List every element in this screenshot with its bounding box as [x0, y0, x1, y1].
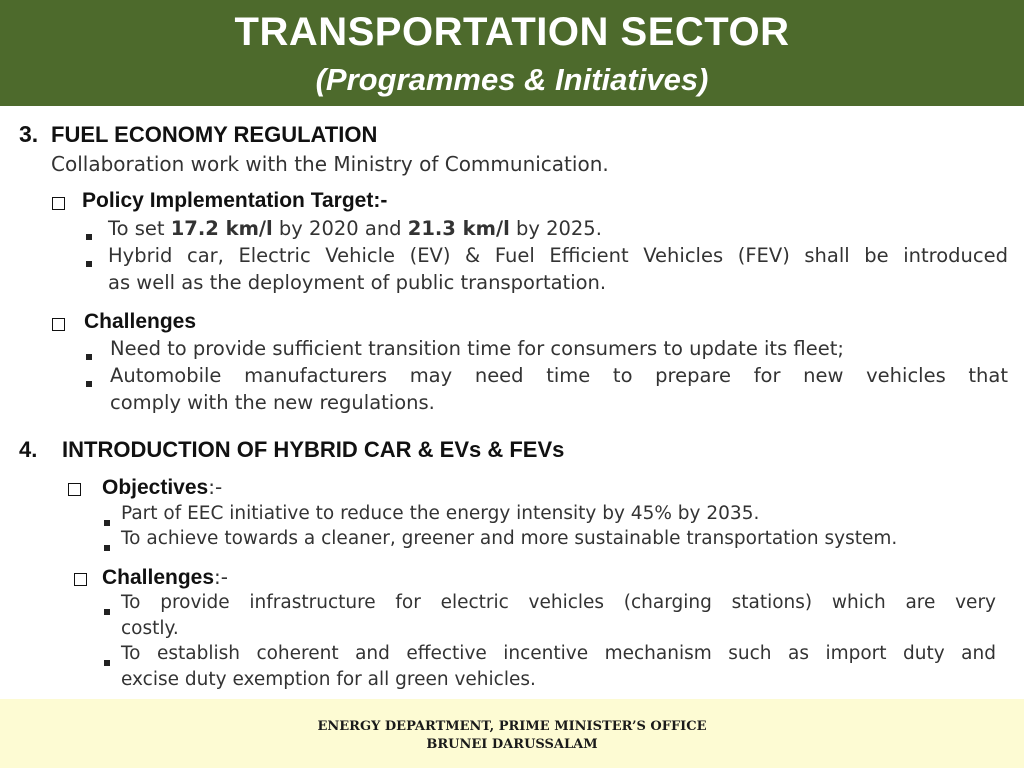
challenges-bullet-2-line-2: comply with the new regulations. — [110, 391, 435, 414]
section-3-title: FUEL ECONOMY REGULATION — [51, 122, 378, 147]
section-3-intro: Collaboration work with the Ministry of Communication. — [51, 152, 609, 176]
checkbox-icon — [52, 314, 65, 333]
footer-bar — [0, 699, 1024, 768]
bullet-square-icon — [86, 252, 92, 271]
section-4-challenges-bullet-1-line-2: costly. — [121, 618, 179, 639]
bullet-square-icon — [104, 536, 110, 555]
bullet-square-icon — [86, 345, 92, 364]
bullet-square-icon — [104, 600, 110, 619]
policy-bullet-2-line-2: as well as the deployment of public transportation. — [108, 271, 607, 294]
bullet-square-icon — [86, 225, 92, 244]
checkbox-icon — [68, 479, 81, 498]
objectives-bullet-2: To achieve towards a cleaner, greener and more sustainable transportation system. — [121, 528, 898, 549]
policy-bullet-1: To set 17.2 km/l by 2020 and 21.3 km/l by 2025. — [108, 217, 602, 240]
section-3-number: 3. — [19, 121, 39, 147]
bullet-square-icon — [104, 651, 110, 670]
header-banner — [0, 0, 1024, 106]
slide-subtitle: (Programmes & Initiatives) — [315, 62, 709, 97]
footer-line-1: ENERGY DEPARTMENT, PRIME MINISTER’S OFFICE — [317, 719, 707, 734]
footer-line-2: BRUNEI DARUSSALAM — [426, 737, 598, 752]
slide-title: TRANSPORTATION SECTOR — [234, 10, 790, 54]
section-4-challenges-bullet-2-line-2: excise duty exemption for all green vehicles. — [121, 669, 536, 690]
objectives-bullet-1: Part of EEC initiative to reduce the energy intensity by 45% by 2035. — [121, 503, 760, 524]
bullet-square-icon — [86, 372, 92, 391]
objectives-heading: Objectives:- — [102, 475, 223, 499]
section-4-challenges-bullet-1-line-1: To provide infrastructure for electric vehicles (charging stations) which are very — [121, 592, 996, 613]
section-4-number: 4. — [19, 437, 38, 462]
bullet-square-icon — [104, 511, 110, 530]
section-4-challenges-heading: Challenges:- — [102, 565, 229, 589]
challenges-heading: Challenges — [84, 310, 197, 333]
challenges-bullet-2-line-1: Automobile manufacturers may need time to prepare for new vehicles that — [110, 364, 1008, 387]
policy-bullet-2-line-1: Hybrid car, Electric Vehicle (EV) & Fuel Efficient Vehicles (FEV) shall be introduced — [108, 244, 1008, 267]
checkbox-icon — [52, 193, 65, 212]
section-4-challenges-bullet-2-line-1: To establish coherent and effective incentive mechanism such as import duty and — [121, 643, 996, 664]
policy-heading: Policy Implementation Target:- — [82, 189, 388, 212]
section-4-title: INTRODUCTION OF HYBRID CAR & EVs & FEVs — [62, 437, 565, 462]
challenges-bullet-1: Need to provide sufficient transition time for consumers to update its fleet; — [110, 337, 844, 360]
checkbox-icon — [74, 569, 87, 588]
